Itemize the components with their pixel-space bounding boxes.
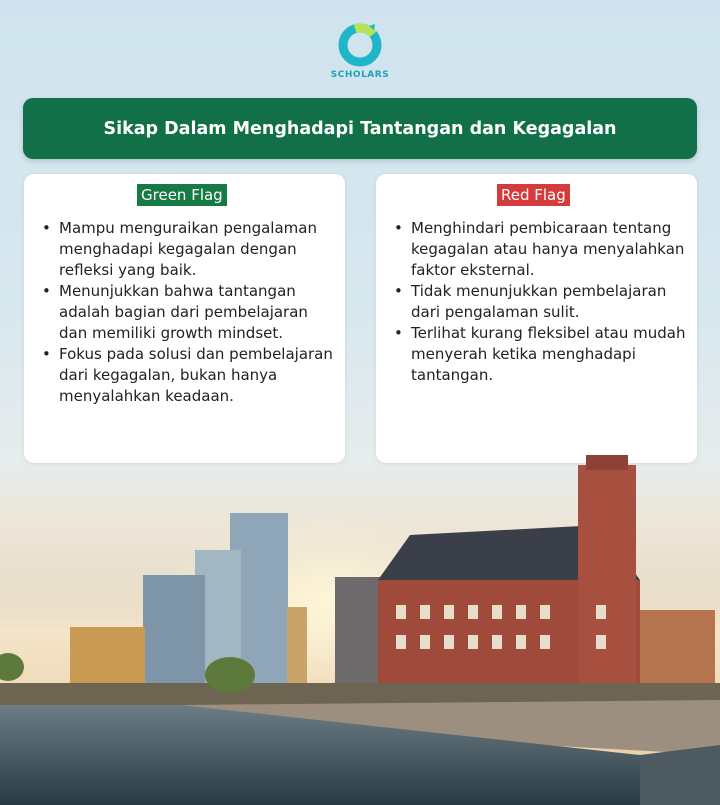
page-title: Sikap Dalam Menghadapi Tantangan dan Kegagalan — [23, 98, 697, 159]
green-flag-card — [24, 174, 345, 463]
list-item: • Tidak menunjukkan pembelajaran dari pengalaman sulit. — [394, 281, 690, 323]
red-flag-badge: Red Flag — [497, 184, 570, 206]
list-item: • Menghindari pembicaraan tentang kegagalan atau hanya menyalahkan faktor eksternal. — [394, 218, 690, 281]
red-flag-list — [394, 218, 690, 386]
list-item: • Mampu menguraikan pengalaman menghadapi kegagalan dengan refleksi yang baik. — [42, 218, 338, 281]
scholars-logo — [322, 20, 398, 80]
green-flag-list — [42, 218, 338, 407]
list-item: • Fokus pada solusi dan pembelajaran dari kegagalan, bukan hanya menyalahkan keadaan. — [42, 344, 338, 407]
green-flag-badge: Green Flag — [137, 184, 227, 206]
city-photo — [0, 455, 720, 805]
red-flag-card — [376, 174, 697, 463]
list-item: • Menunjukkan bahwa tantangan adalah bagian dari pembelajaran dan memiliki growth mindset. — [42, 281, 338, 344]
list-item: • Terlihat kurang fleksibel atau mudah menyerah ketika menghadapi tantangan. — [394, 323, 690, 386]
logo-ring-icon — [336, 20, 384, 68]
logo-wordmark: SCHOLARS — [330, 70, 390, 80]
